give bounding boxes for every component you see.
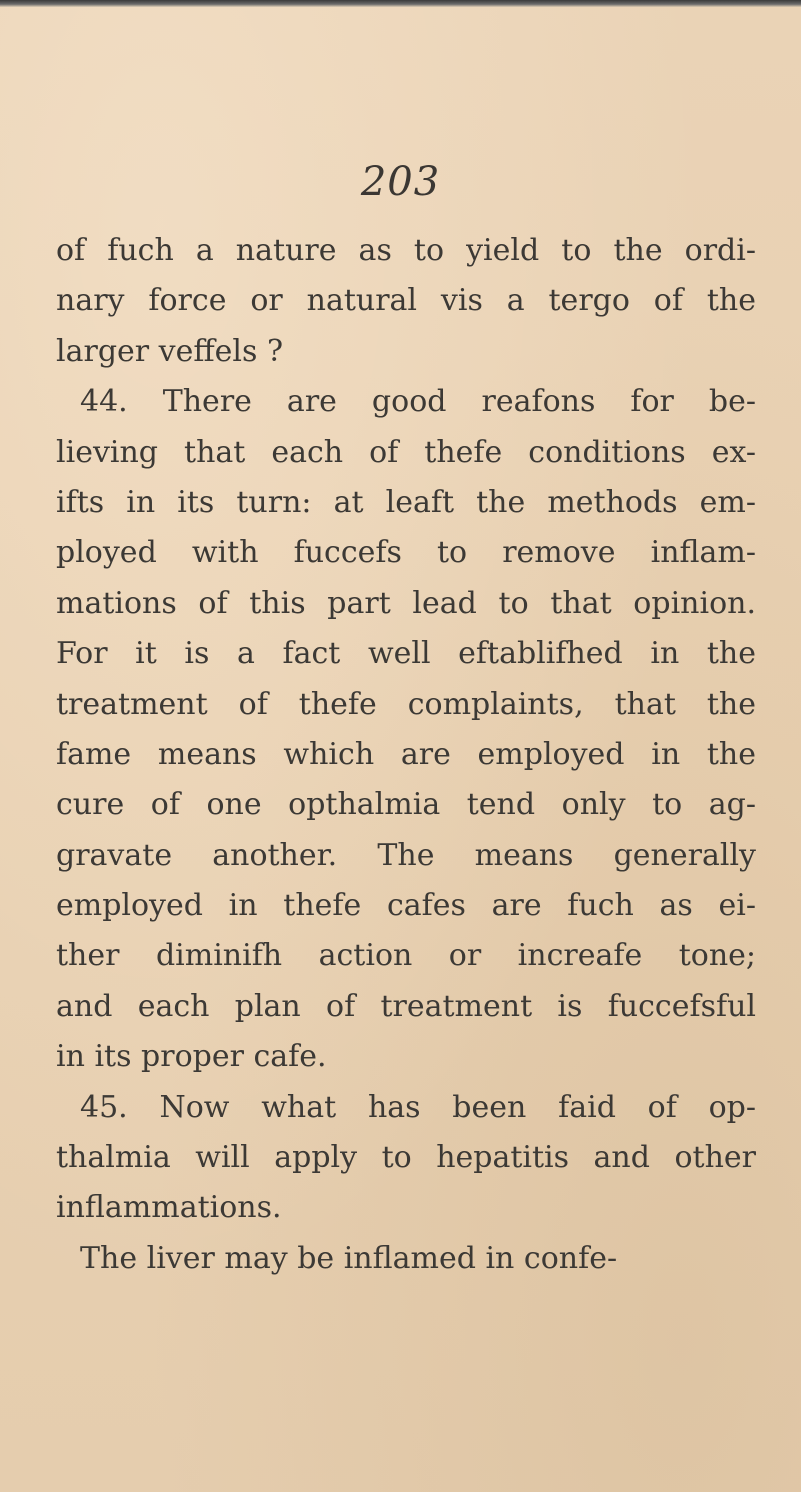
- text-line: treatment of thefe complaints, that the: [56, 686, 756, 722]
- text-line: inflammations.: [56, 1190, 282, 1226]
- text-line: ifts in its turn: at leaft the methods em-: [56, 484, 756, 520]
- text-line: larger veffels ?: [56, 333, 284, 369]
- text-line: of fuch a nature as to yield to the ordi-: [56, 233, 756, 268]
- text-line: thalmia will apply to hepatitis and other: [56, 1140, 756, 1176]
- text-line: and each plan of treatment is fuccefsful: [56, 988, 756, 1024]
- text-line: ther diminifh action or increafe tone;: [56, 938, 756, 974]
- text-line: The liver may be inflamed in confe-: [80, 1240, 618, 1276]
- text-line: ployed with fuccefs to remove inflam-: [56, 535, 756, 571]
- text-line: employed in thefe cafes are fuch as ei-: [56, 888, 756, 924]
- text-line: in its proper cafe.: [56, 1039, 327, 1075]
- text-line: lieving that each of thefe conditions ex-: [56, 434, 756, 470]
- text-line: 44. There are good reafons for be-: [80, 384, 756, 420]
- text-line: nary force or natural vis a tergo of the: [56, 283, 756, 319]
- text-line: gravate another. The means generally: [56, 837, 756, 873]
- page-top-edge: [0, 0, 801, 7]
- body-text: [56, 226, 756, 1284]
- text-line: fame means which are employed in the: [56, 736, 756, 772]
- text-line: mations of this part lead to that opinion.: [56, 585, 756, 621]
- text-line: For it is a fact well eftablifhed in the: [56, 636, 756, 672]
- text-line: cure of one opthalmia tend only to ag-: [56, 787, 756, 823]
- page-number: 203: [360, 159, 441, 205]
- text-line: 45. Now what has been faid of op-: [80, 1089, 756, 1125]
